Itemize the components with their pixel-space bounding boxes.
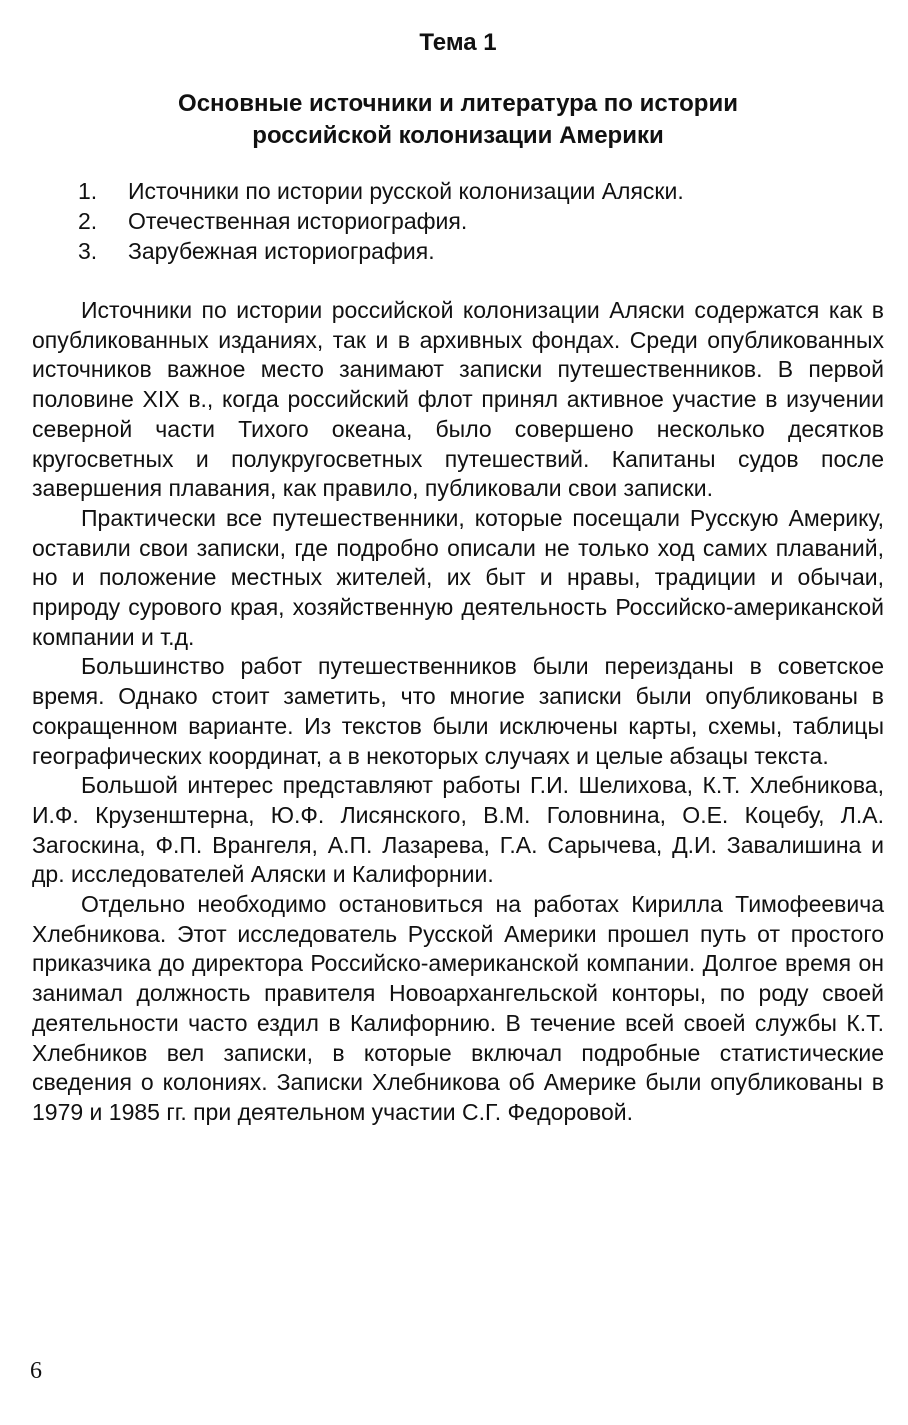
plan-item-text: Источники по истории русской колонизации Аляски. (128, 178, 684, 204)
chapter-title (32, 88, 884, 152)
plan-item (32, 236, 884, 266)
page-content (32, 26, 884, 1128)
paragraph: Практически все путешественники, которые посещали Русскую Америку, оставили свои записки, где подробно описали не только ход самих плаваний, но и положение местных жителей, их быт и нравы, традиции и обычаи, природу сурового края, хозяйственную деятельность Российско-американской компании и т.д. (32, 504, 884, 650)
plan-item-number: 1. (78, 178, 98, 204)
plan-item (32, 206, 884, 236)
paragraph: Большинство работ путешественников были переизданы в советское время. Однако стоит заметить, что многие записки были опубликованы в сокращенном варианте. Из текстов были исключены карты, схемы, таблицы географических координат, а в некоторых случаях и целые абзацы текста. (32, 653, 884, 769)
plan-item-number: 2. (78, 208, 98, 234)
plan-item-text: Отечественная историография. (128, 208, 468, 234)
plan-item (32, 176, 884, 206)
chapter-title-line-1: Основные источники и литература по истории (178, 90, 738, 117)
paragraph: Источники по истории российской колонизации Аляски содержатся как в опубликованных изданиях, так и в архивных фондах. Среди опубликованных источников важное место занимают записки путешественников. В первой половине XIX в., когда российский флот принял активное участие в изучении северной части Тихого океана, было совершено несколько десятков кругосветных и полукругосветных путешествий. Капитаны судов после завершения плавания, как правило, публиковали свои записки. (32, 297, 884, 502)
body-text (32, 296, 884, 1128)
page-number: 6 (30, 1358, 42, 1384)
chapter-title-line-2: российской колонизации Америки (252, 122, 664, 149)
plan-item-text: Зарубежная историография. (128, 238, 435, 264)
plan-item-number: 3. (78, 238, 98, 264)
paragraph: Отдельно необходимо остановиться на работах Кирилла Тимофеевича Хлебникова. Этот исследователь Русской Америки прошел путь от простого приказчика до директора Российско-американской компании. Долгое время он занимал должность правителя Новоархангельской конторы, по роду своей деятельности часто ездил в Калифорнию. В течение всей своей службы К.Т. Хлебников вел записки, в которые включал подробные статистические сведения о колониях. Записки Хлебникова об Америке были опубликованы в 1979 и 1985 гг. при деятельном участии С.Г. Федоровой. (32, 891, 884, 1125)
paragraph: Большой интерес представляют работы Г.И. Шелихова, К.Т. Хлебникова, И.Ф. Крузенштерна, Ю.Ф. Лисянского, В.М. Головнина, О.Е. Коцебу, Л.А. Загоскина, Ф.П. Врангеля, А.П. Лазарева, Г.А. Сарычева, Д.И. Завалишина и др. исследователей Аляски и Калифорнии. (32, 772, 884, 888)
topic-plan-list (32, 176, 884, 266)
topic-heading: Тема 1 (419, 29, 497, 56)
